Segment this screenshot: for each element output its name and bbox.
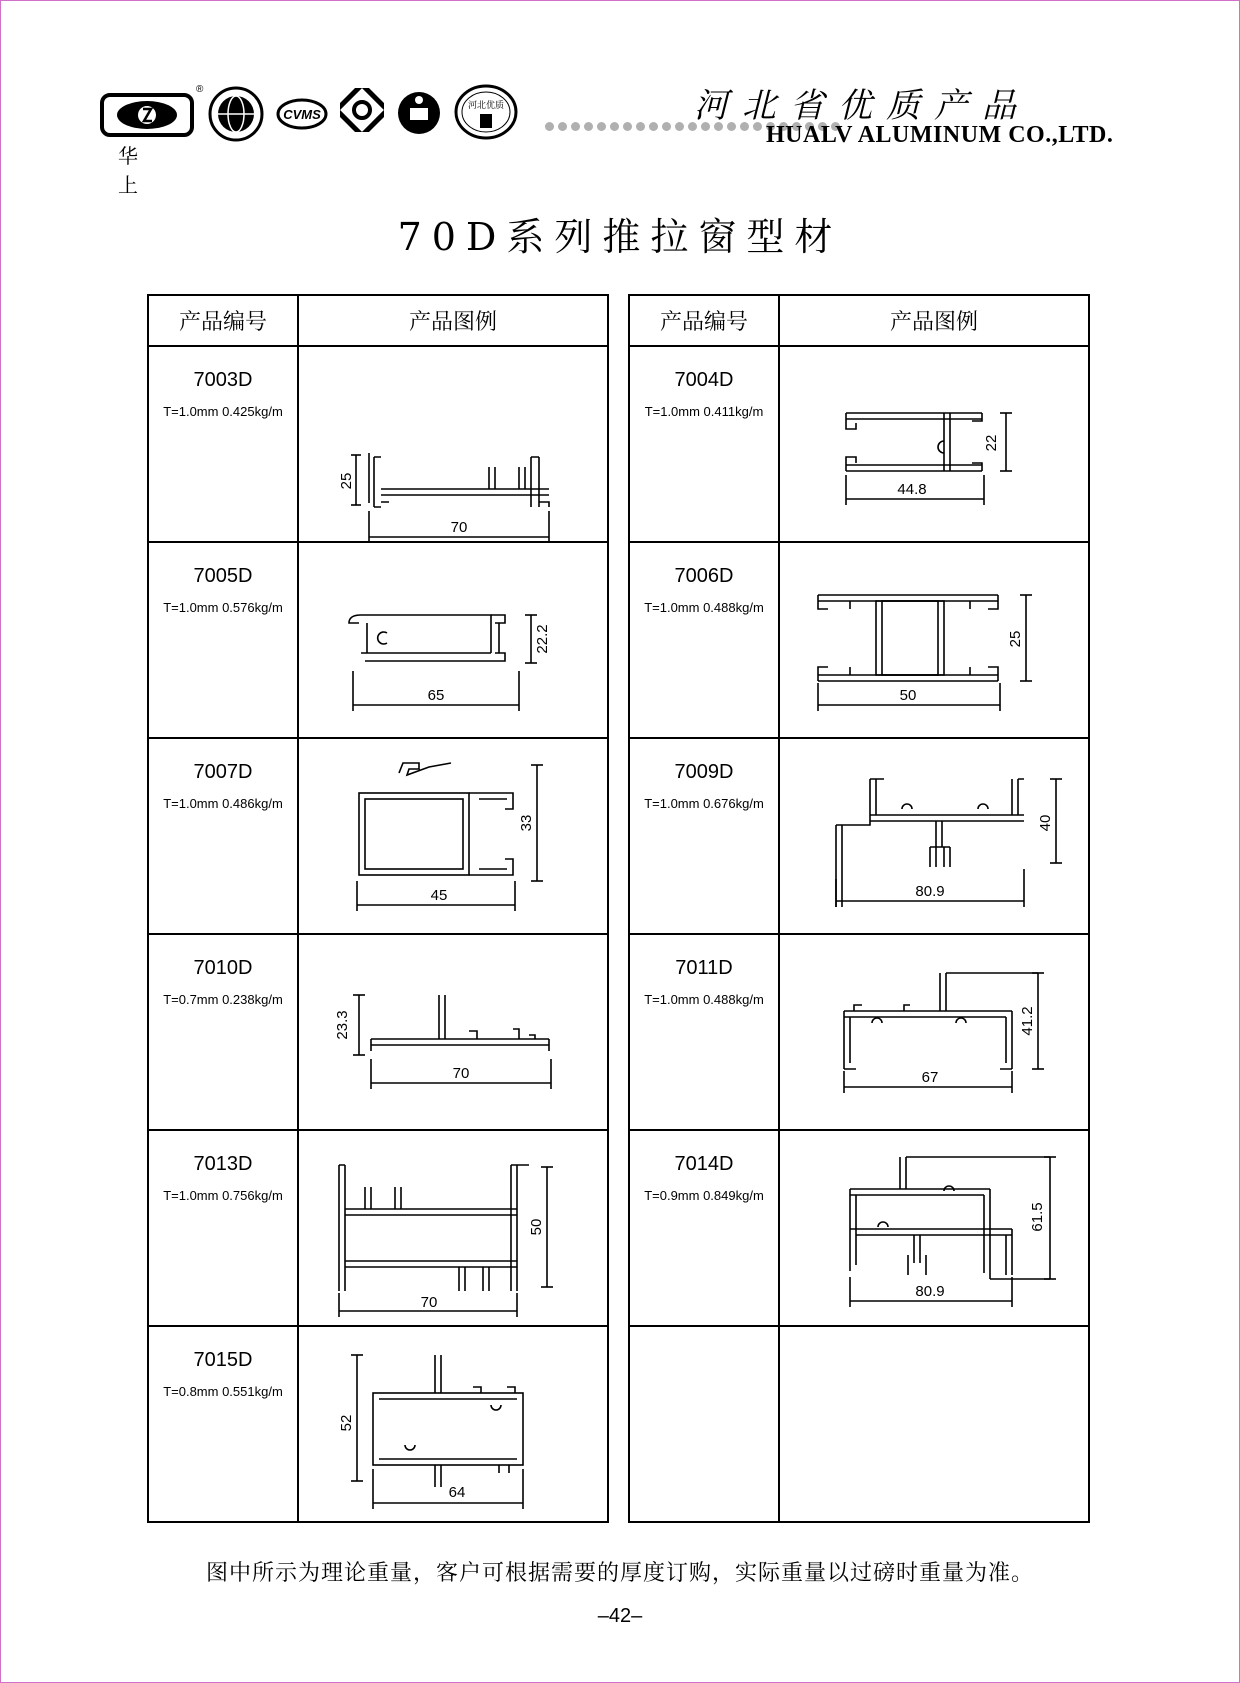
profile-drawing	[780, 347, 1086, 541]
table-row	[629, 346, 1089, 542]
dimension-label: 22.2	[534, 624, 551, 654]
page-number: –42–	[597, 1605, 643, 1627]
dimension-label: 67	[921, 1069, 939, 1086]
dimension-label: 23.3	[334, 1010, 351, 1040]
dimension-label: 64	[448, 1484, 466, 1501]
table-row	[148, 934, 608, 1130]
product-code: 7009D	[674, 761, 734, 783]
dimension-label: 25	[1007, 630, 1024, 648]
table-row	[629, 934, 1089, 1130]
table-row	[148, 1326, 608, 1522]
dimension-label: 52	[338, 1414, 355, 1432]
dimension-label: 65	[427, 687, 445, 704]
dimension-label: 50	[899, 687, 917, 704]
product-spec: T=1.0mm 0.411kg/m	[644, 404, 764, 419]
hebei-seal-text: 河北优质	[467, 101, 505, 111]
registered-mark: ®	[196, 84, 204, 95]
profile-drawing	[780, 543, 1086, 737]
page-title: 70D系列推拉窗型材	[397, 215, 843, 259]
product-spec: T=0.7mm 0.238kg/m	[163, 992, 283, 1007]
empty-cell	[779, 1326, 1089, 1522]
table-row	[148, 1130, 608, 1326]
product-code: 7015D	[193, 1349, 253, 1371]
logo-caption: 华 上	[118, 144, 160, 197]
cvms-logo-text: CVMS	[283, 107, 321, 122]
dimension-label: 44.8	[897, 481, 927, 498]
right-product-table	[628, 294, 1090, 1523]
page-header	[100, 78, 1140, 197]
company-logo	[100, 92, 194, 138]
product-code: 7003D	[193, 369, 253, 391]
company-name: HUALV ALUMINUM CO.,LTD.	[766, 122, 1114, 148]
profile-drawing	[299, 347, 605, 541]
dimension-label: 50	[528, 1218, 545, 1236]
header-figure: 产品图例	[779, 295, 1089, 346]
dimension-label: 70	[452, 1065, 470, 1082]
header-figure: 产品图例	[298, 295, 608, 346]
header-code: 产品编号	[148, 295, 298, 346]
product-code: 7004D	[674, 369, 734, 391]
product-spec: T=0.8mm 0.551kg/m	[163, 1384, 283, 1399]
table-row	[148, 346, 608, 542]
table-row	[148, 738, 608, 934]
quality-mark-icon	[340, 88, 384, 132]
dimension-label: 80.9	[915, 883, 945, 900]
dimension-label: 33	[518, 814, 535, 832]
profile-drawing	[299, 935, 605, 1129]
table-row	[629, 1130, 1089, 1326]
product-spec: T=1.0mm 0.488kg/m	[644, 600, 764, 615]
table-row	[148, 542, 608, 738]
profile-drawing	[780, 935, 1086, 1129]
profile-drawing	[299, 739, 605, 933]
dimension-label: 61.5	[1029, 1202, 1046, 1232]
product-spec: T=1.0mm 0.576kg/m	[163, 600, 283, 615]
dimension-label: 40	[1037, 814, 1054, 832]
product-spec: T=1.0mm 0.486kg/m	[163, 796, 283, 811]
quality-product-label: 河北省优质产品	[694, 86, 1030, 126]
profile-drawing	[299, 1327, 605, 1521]
product-spec: T=1.0mm 0.488kg/m	[644, 992, 764, 1007]
profile-drawing	[780, 739, 1086, 933]
dimension-label: 45	[430, 887, 448, 904]
header-code: 产品编号	[629, 295, 779, 346]
product-code: 7013D	[193, 1153, 253, 1175]
profile-drawing	[299, 1131, 605, 1325]
table-row	[629, 738, 1089, 934]
product-spec: T=1.0mm 0.425kg/m	[163, 404, 283, 419]
dimension-label: 22	[983, 434, 1000, 452]
product-code: 7014D	[674, 1153, 734, 1175]
product-spec: T=0.9mm 0.849kg/m	[644, 1188, 764, 1203]
product-spec: T=1.0mm 0.756kg/m	[163, 1188, 283, 1203]
footnote: 图中所示为理论重量，客户可根据需要的厚度订购，实际重量以过磅时重量为准。	[205, 1561, 1034, 1586]
product-code: 7007D	[193, 761, 253, 783]
cvms-logo	[276, 96, 328, 132]
left-product-table	[147, 294, 609, 1523]
product-code: 7010D	[193, 957, 253, 979]
globe-seal-icon	[208, 86, 264, 142]
table-row	[629, 542, 1089, 738]
dimension-label: 25	[338, 472, 355, 490]
table-row-empty	[629, 1326, 1089, 1522]
dimension-label: 41.2	[1019, 1006, 1036, 1036]
emblem-icon	[396, 86, 442, 140]
dimension-label: 80.9	[915, 1283, 945, 1300]
profile-drawing	[299, 543, 605, 737]
empty-cell	[629, 1326, 779, 1522]
product-code: 7005D	[193, 565, 253, 587]
hebei-quality-seal	[454, 84, 518, 140]
profile-drawing	[780, 1131, 1086, 1325]
product-spec: T=1.0mm 0.676kg/m	[644, 796, 764, 811]
product-code: 7006D	[674, 565, 734, 587]
product-code: 7011D	[675, 957, 733, 979]
dimension-label: 70	[420, 1294, 438, 1311]
dimension-label: 70	[450, 519, 468, 536]
